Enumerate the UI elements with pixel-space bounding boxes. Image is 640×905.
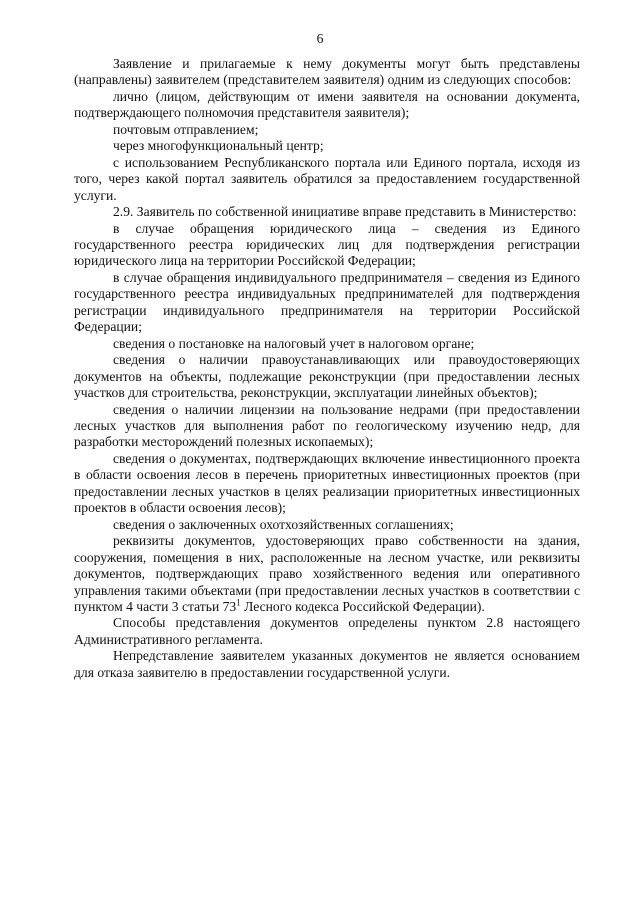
paragraph-subsoil-license: сведения о наличии лицензии на пользование недрами (при предоставлении лесных участков для выполнения работ по геологическому изучению недр, для разработки месторождений полезных ископаемых); xyxy=(74,401,580,450)
paragraph-investment-project: сведения о документах, подтверждающих включение инвестиционного проекта в области освоения лесов в перечень приоритетных инвестиционных проектов (при предоставлении лесных участков в целях реализации приоритетных инвестиционных проектов в области освоения лесов); xyxy=(74,450,580,516)
paragraph-tax-registration: сведения о постановке на налоговый учет в налоговом органе; xyxy=(113,335,475,351)
paragraph-entrepreneur: в случае обращения индивидуального предпринимателя – сведения из Единого государственного реестра индивидуальных предпринимателей для подтверждения регистрации индивидуального предпринимателя на территории Российской Федерации; xyxy=(74,269,580,335)
paragraph-portal: с использованием Республиканского портала или Единого портала, исходя из того, через какой портал заявитель обратился за предоставлением государственной услуги. xyxy=(74,154,580,203)
page-number: 6 xyxy=(316,31,324,46)
paragraph-legal-entity: в случае обращения юридического лица – сведения из Единого государственного реестра юридических лиц для подтверждения регистрации юридического лица на территории Российской Федерации; xyxy=(74,220,580,269)
paragraph-hunting-agreements: сведения о заключенных охотхозяйственных соглашениях; xyxy=(113,516,454,532)
paragraph-mfc: через многофункциональный центр; xyxy=(113,138,324,154)
paragraph-2-9: 2.9. Заявитель по собственной инициативе вправе представить в Министерство: xyxy=(113,204,577,220)
paragraph-property-requisites xyxy=(74,533,580,615)
paragraph-title-documents: сведения о наличии правоустанавливающих или правоудостоверяющих документов на объекты, подлежащие реконструкции (при предоставлении лесных участков для строительства, реконструкции, эксплуатации линейных объектов); xyxy=(74,352,580,401)
paragraph-by-mail: почтовым отправлением; xyxy=(113,121,259,137)
requisites-text-after: Лесного кодекса Российской Федерации). xyxy=(240,598,485,614)
requisites-text-before: реквизиты документов, удостоверяющих право собственности на здания, сооружения, помещения в них, расположенные на лесном участке, или реквизиты документов, подтверждающих право хозяйственного ведения или оперативного управления такими объектами (при предоставлении лесных участков в соответствии с пунктом 4 части 3 статьи 73 xyxy=(74,533,580,614)
document-body xyxy=(74,56,580,681)
paragraph-in-person: лично (лицом, действующим от имени заявителя на основании документа, подтверждающего полномочия представителя заявителя); xyxy=(74,88,580,121)
paragraph-methods-reference: Способы представления документов определены пунктом 2.8 настоящего Административного регламента. xyxy=(74,615,580,647)
paragraph-submission-methods: Заявление и прилагаемые к нему документы могут быть представлены (направлены) заявителем (представителем заявителя) одним из следующих способов: xyxy=(74,56,580,88)
article-superscript: 1 xyxy=(236,597,241,608)
paragraph-non-submission: Непредставление заявителем указанных документов не является основанием для отказа заявителю в предоставлении государственной услуги. xyxy=(74,648,580,680)
